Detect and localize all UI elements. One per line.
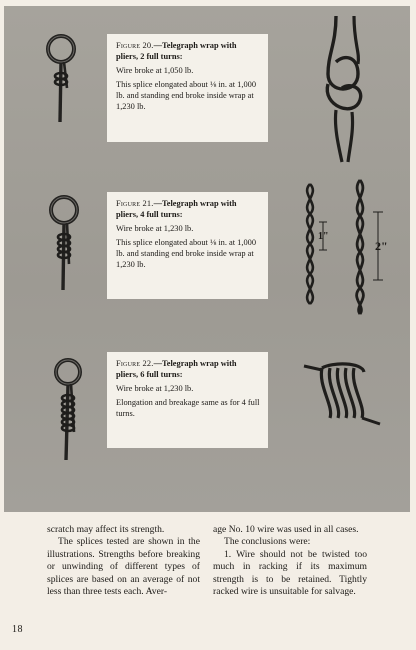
figure-20-line-1: Wire broke at 1,050 lb. — [116, 66, 194, 76]
left-paragraph-2: The splices tested are shown in the illustrations. Strengths before breaking or unwinding of different types of splices are based on an average of not less than three tests each. Aver- — [47, 536, 200, 598]
page-number: 18 — [12, 624, 23, 635]
figure-21-label: Figure 21. — [116, 199, 154, 208]
figure-21-line-1: Wire broke at 1,230 lb. — [116, 224, 194, 234]
figure-21-title: —Telegraph wrap with pliers, 4 full turns: — [116, 199, 237, 220]
figure-21-line-2: This splice elongated about ⅛ in. at 1,000 lb. and standing end broke inside wrap at 1,230 lb. — [116, 238, 257, 270]
figure-20-caption — [107, 34, 268, 142]
right-paragraph-2: The conclusions were: — [224, 536, 311, 548]
figure-22-label: Figure 22. — [116, 359, 154, 368]
body-column-right — [213, 524, 367, 599]
figure-22-line-2: Elongation and breakage same as for 4 full turns. — [116, 398, 260, 419]
fig20-wire-eye-icon — [36, 30, 86, 126]
dimension-label-1in: 1" — [318, 231, 329, 242]
wire-coil-icon — [302, 356, 382, 428]
figure-22-title: —Telegraph wrap with pliers, 6 full turns: — [116, 359, 237, 380]
square-knot-icon — [314, 14, 374, 164]
figure-20-label: Figure 20. — [116, 41, 154, 50]
figure-22-caption — [107, 352, 268, 448]
dimension-label-2in: 2" — [375, 239, 388, 253]
right-paragraph-1: age No. 10 wire was used in all cases. — [213, 524, 359, 535]
figure-21-caption — [107, 192, 268, 299]
right-paragraph-3: 1. Wire should not be twisted too much in racking if its maximum strength is to be retained. Tightly racked wire is unsuitable for salvage. — [213, 548, 367, 598]
figure-22-line-1: Wire broke at 1,230 lb. — [116, 384, 194, 394]
fig22-wire-eye-icon — [46, 352, 96, 464]
figure-20-title: —Telegraph wrap with pliers, 2 full turns: — [116, 41, 237, 62]
figure-20-line-2: This splice elongated about ⅛ in. at 1,000 lb. and standing end broke inside wrap at 1,230 lb. — [116, 80, 257, 112]
left-paragraph-1: scratch may affect its strength. — [47, 524, 165, 535]
figure-21-heading — [116, 198, 260, 220]
fig21-wire-eye-icon — [36, 190, 86, 294]
figure-22-heading — [116, 358, 260, 380]
body-column-left — [47, 524, 200, 599]
figure-20-heading — [116, 40, 260, 62]
